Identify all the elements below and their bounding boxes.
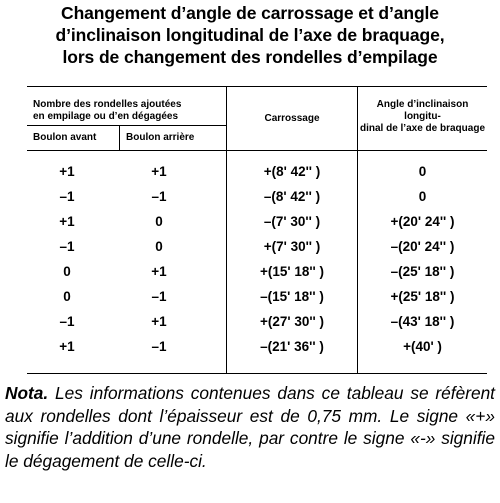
cell-carrossage: +(7' 30'' ) — [263, 239, 321, 254]
cell-boulon-arriere: 0 — [155, 214, 163, 229]
header-group-line-2: en empilage ou d’en dégagées — [33, 111, 179, 122]
cell-carrossage: +(15' 18'' ) — [259, 264, 325, 279]
table-divider-col2 — [226, 87, 227, 373]
header-group — [33, 99, 181, 123]
cell-inclinaison: +(20' 24'' ) — [390, 214, 455, 229]
cell-boulon-arriere: –1 — [151, 189, 167, 204]
cell-inclinaison: –(43' 18'' ) — [390, 314, 455, 329]
table-header-split — [27, 125, 227, 126]
header-group-line-1: Nombre des rondelles ajoutées — [33, 99, 182, 110]
cell-boulon-arriere: +1 — [151, 164, 167, 179]
cell-boulon-avant: –1 — [59, 239, 75, 254]
cell-carrossage: +(8' 42'' ) — [263, 164, 321, 179]
title-line-3: lors de changement des rondelles d’empilage — [62, 47, 438, 67]
shim-angle-table — [27, 86, 487, 374]
header-boulon-arriere: Boulon arrière — [126, 132, 195, 143]
cell-inclinaison: +(40' ) — [403, 339, 442, 354]
header-inclinaison-line-1: Angle d’inclinaison longitu- — [376, 99, 469, 122]
header-boulon-avant: Boulon avant — [33, 132, 97, 143]
cell-carrossage: +(27' 30'' ) — [259, 314, 325, 329]
cell-inclinaison: 0 — [418, 189, 427, 204]
cell-inclinaison: –(25' 18'' ) — [390, 264, 455, 279]
cell-inclinaison: 0 — [418, 164, 427, 179]
cell-boulon-avant: +1 — [59, 339, 75, 354]
cell-carrossage: –(7' 30'' ) — [263, 214, 321, 229]
note-paragraph — [5, 382, 495, 472]
cell-boulon-arriere: –1 — [151, 289, 167, 304]
header-inclinaison-line-2: dinal de l’axe de braquage — [359, 123, 486, 134]
cell-boulon-avant: –1 — [59, 314, 75, 329]
cell-boulon-arriere: +1 — [151, 314, 167, 329]
cell-boulon-arriere: –1 — [151, 339, 167, 354]
cell-boulon-arriere: +1 — [151, 264, 167, 279]
document-title — [0, 2, 500, 68]
cell-carrossage: –(21' 36'' ) — [260, 339, 324, 354]
note-text: Les informations contenues dans ce tableau se réfèrent aux rondelles dont l’épaisseur est de 0,75 mm. Le signe «+» signifie l’addition d’une rondelle, par contre le signe «-» signifie le dégagement de celle-ci. — [5, 383, 495, 471]
cell-boulon-avant: 0 — [63, 289, 71, 304]
table-divider-col1 — [119, 125, 120, 151]
header-carrossage: Carrossage — [264, 113, 320, 124]
cell-boulon-avant: +1 — [59, 214, 75, 229]
header-inclinaison — [358, 99, 487, 135]
cell-boulon-avant: –1 — [59, 189, 75, 204]
cell-inclinaison: +(25' 18'' ) — [390, 289, 455, 304]
cell-carrossage: –(8' 42'' ) — [263, 189, 321, 204]
cell-carrossage: –(15' 18'' ) — [260, 289, 324, 304]
cell-boulon-avant: +1 — [59, 164, 75, 179]
table-header-bottom — [27, 150, 487, 151]
cell-boulon-avant: 0 — [63, 264, 71, 279]
note-label: Nota. — [5, 383, 49, 403]
title-line-1: Changement d’angle de carrossage et d’angle — [61, 3, 439, 23]
cell-inclinaison: –(20' 24'' ) — [390, 239, 455, 254]
cell-boulon-arriere: 0 — [155, 239, 163, 254]
title-line-2: d’inclinaison longitudinal de l’axe de braquage, — [55, 25, 445, 45]
